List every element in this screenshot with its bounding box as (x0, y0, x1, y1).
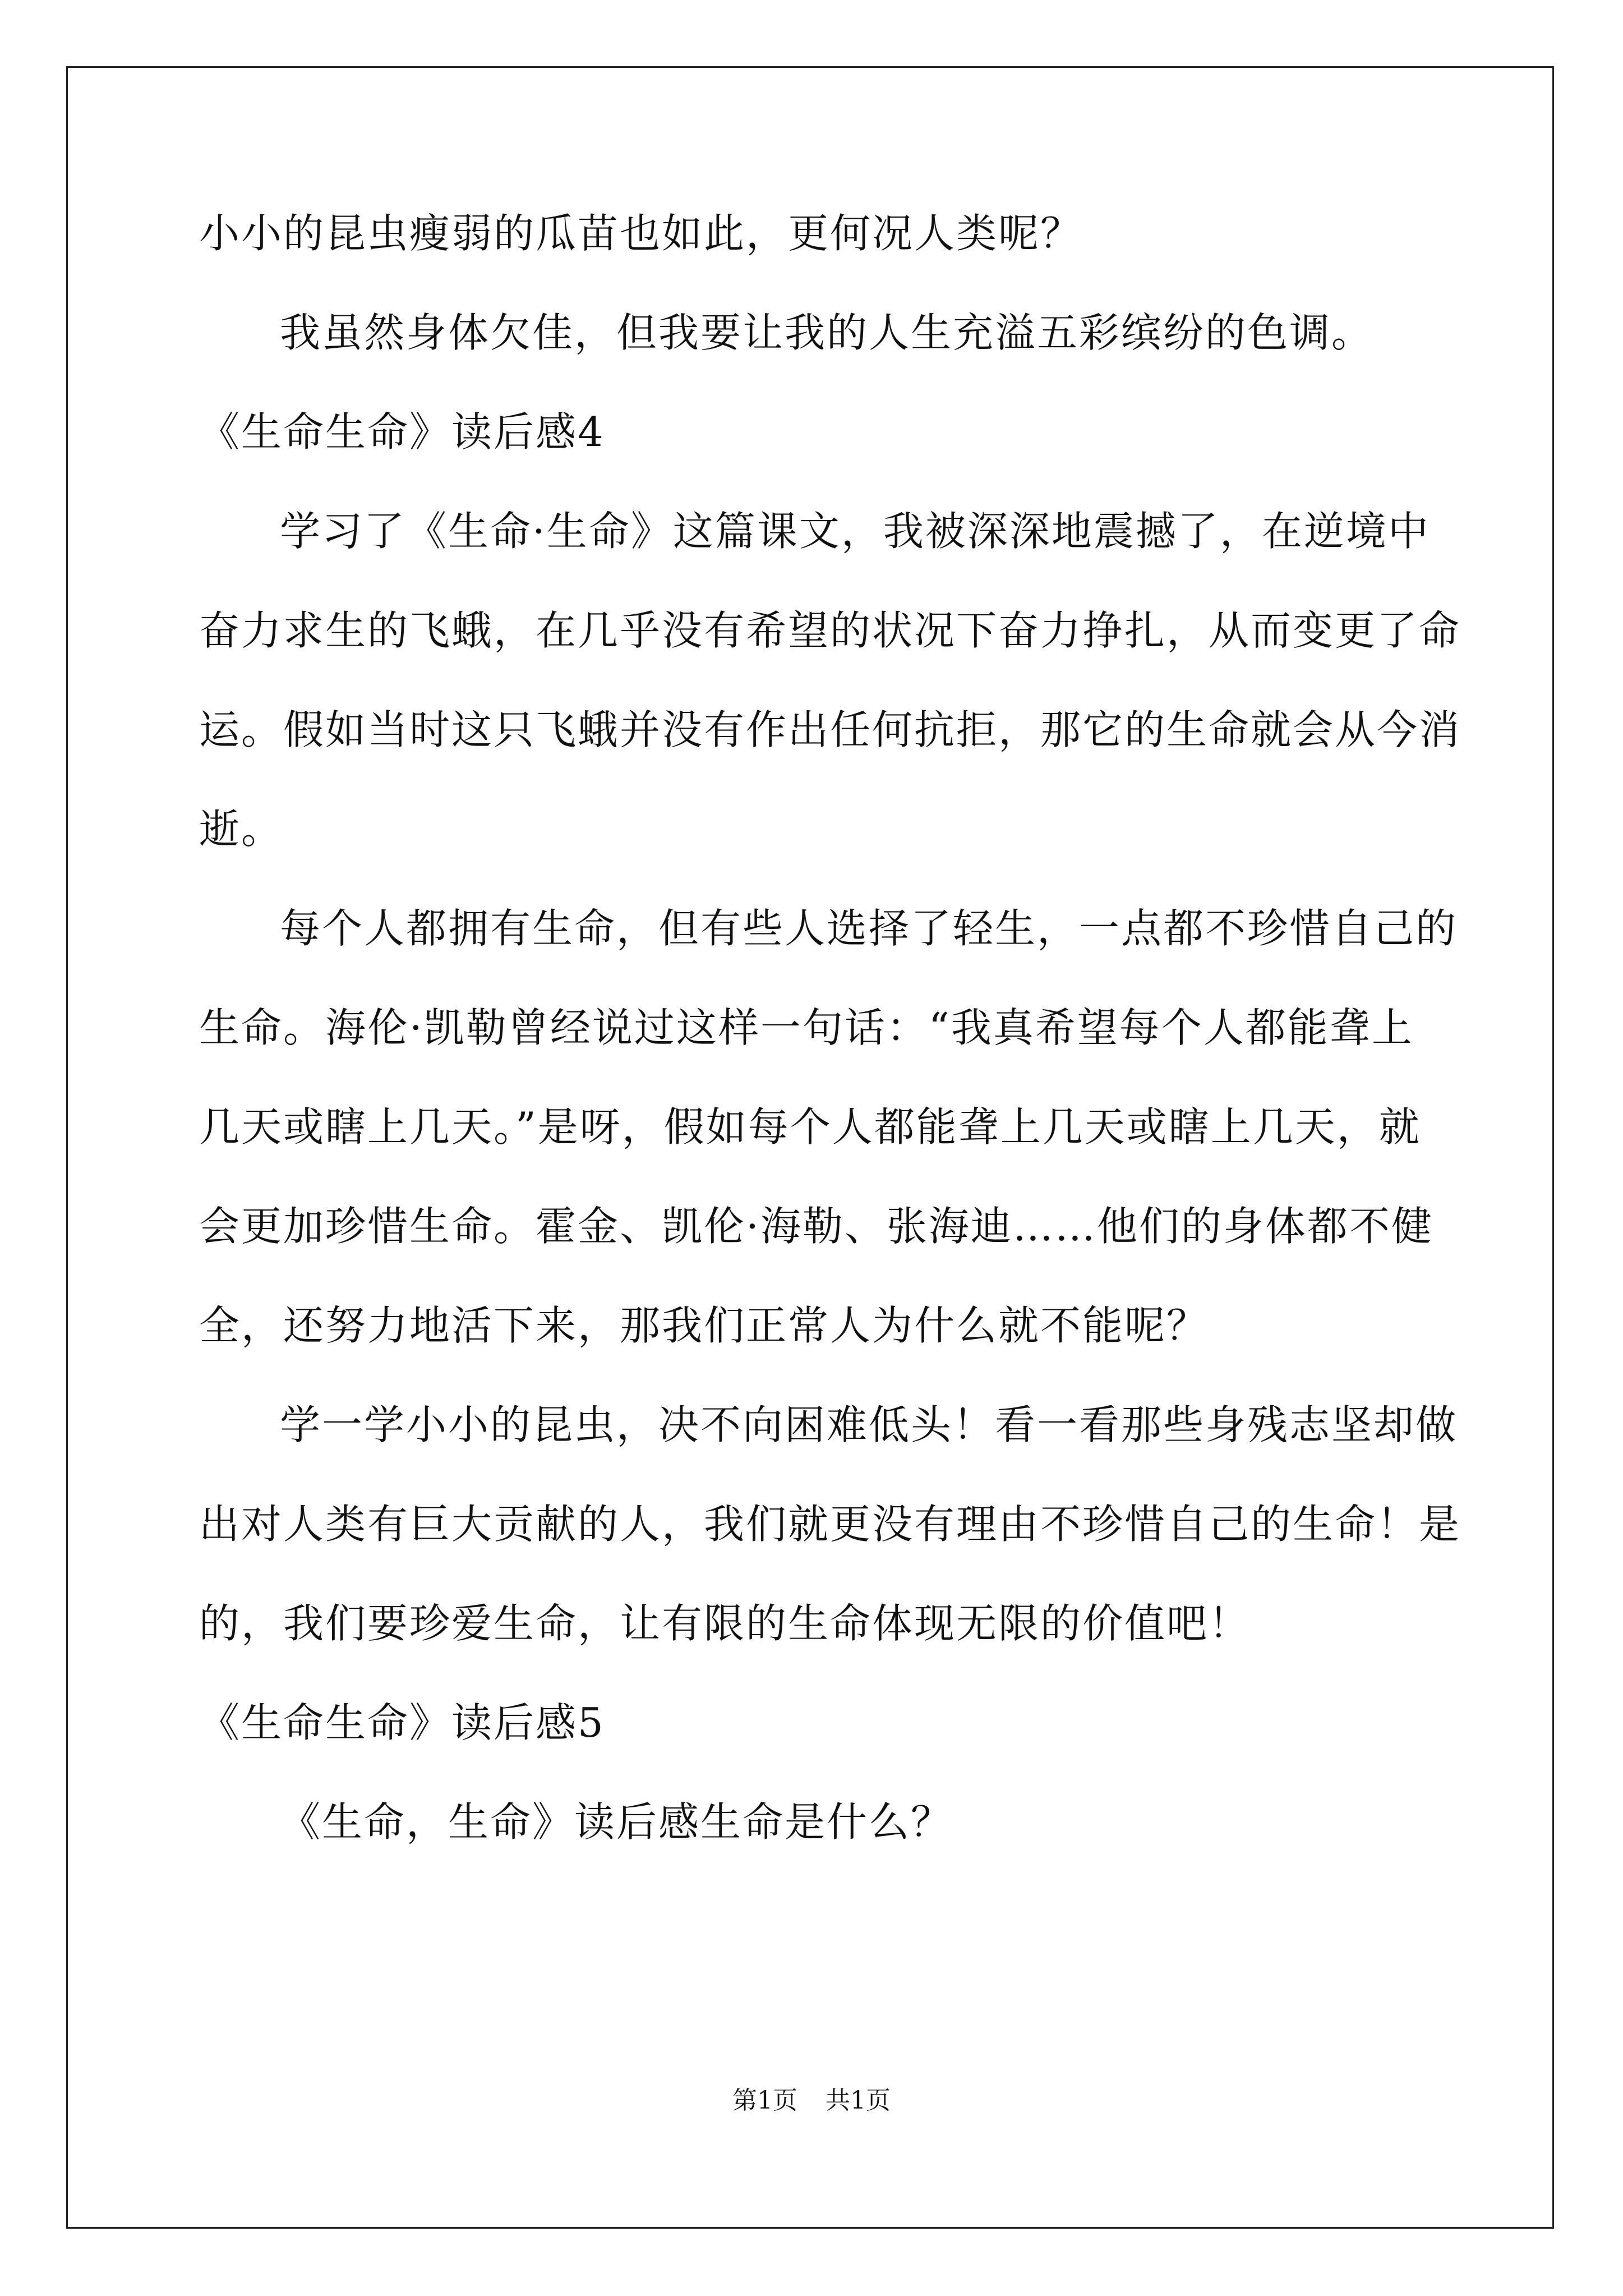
section-heading: 《生命生命》读后感5 (199, 1699, 605, 1746)
paragraph-line: 出对人类有巨大贡献的人，我们就更没有理由不珍惜自己的生命！是 (199, 1501, 1461, 1548)
paragraph-line: 学习了《生命·生命》这篇课文，我被深深地震撼了，在逆境中 (280, 508, 1430, 555)
paragraph-line: 《生命，生命》读后感生命是什么？ (280, 1798, 953, 1846)
paragraph-line: 小小的昆虫瘦弱的瓜苗也如此，更何况人类呢？ (199, 210, 1083, 257)
paragraph-line: 运。假如当时这只飞蛾并没有作出任何抗拒，那它的生命就会从今消 (199, 706, 1461, 753)
paragraph-line: 每个人都拥有生命，但有些人选择了轻生，一点都不珍惜自己的 (280, 905, 1458, 952)
document-body (199, 210, 1461, 1901)
page-total: 共1页 (826, 2086, 891, 2115)
page-footer (0, 2087, 1623, 2115)
page-number: 第1页 (732, 2086, 797, 2115)
paragraph-line: 的，我们要珍爱生命，让有限的生命体现无限的价值吧！ (199, 1600, 1251, 1647)
paragraph-line: 我虽然身体欠佳，但我要让我的人生充溢五彩缤纷的色调。 (280, 309, 1374, 356)
section-heading: 《生命生命》读后感4 (199, 408, 605, 455)
paragraph-line: 会更加珍惜生命。霍金、凯伦·海勒、张海迪……他们的身体都不健 (199, 1203, 1433, 1250)
paragraph-line: 奋力求生的飞蛾，在几乎没有希望的状况下奋力挣扎，从而变更了命 (199, 607, 1461, 654)
paragraph-line: 全，还努力地活下来，那我们正常人为什么就不能呢？ (199, 1302, 1209, 1349)
paragraph-line: 几天或瞎上几天。”是呀，假如每个人都能聋上几天或瞎上几天，就 (199, 1103, 1421, 1151)
paragraph-line: 学一学小小的昆虫，决不向困难低头！看一看那些身残志坚却做 (280, 1401, 1458, 1448)
paragraph-line: 生命。海伦·凯勒曾经说过这样一句话：“我真希望每个人都能聋上 (199, 1004, 1414, 1051)
paragraph-line: 逝。 (199, 806, 284, 853)
